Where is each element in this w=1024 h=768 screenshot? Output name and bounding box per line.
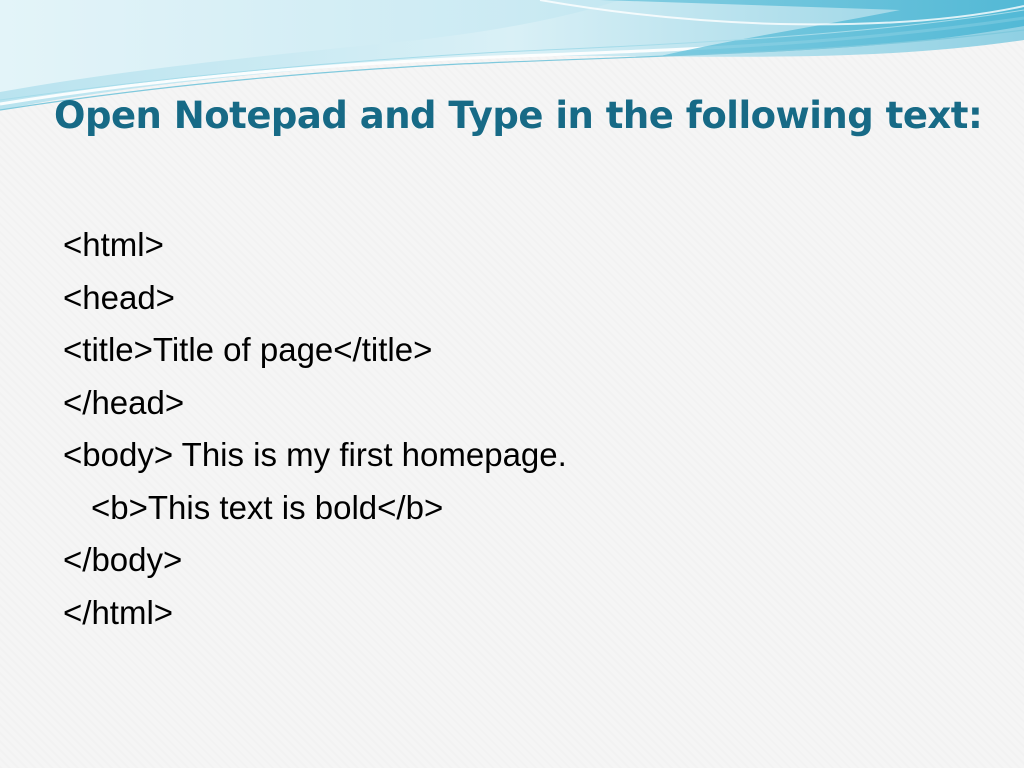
code-line-body-open: <body> This is my first homepage.	[63, 436, 567, 473]
html-code-listing	[63, 219, 567, 639]
slide-title: Open Notepad and Type in the following text:	[54, 94, 983, 137]
code-line-html-close: </html>	[63, 593, 174, 631]
code-line-head-close: </head>	[63, 383, 185, 421]
code-line-body-close: </body>	[63, 541, 183, 578]
code-line-head-open: <head>	[63, 278, 175, 316]
code-line-title: <title>Title of page</title>	[63, 331, 433, 368]
code-line-bold-text: <b>This text is bold</b>	[91, 488, 444, 526]
code-line-html-open: <html>	[63, 226, 164, 263]
